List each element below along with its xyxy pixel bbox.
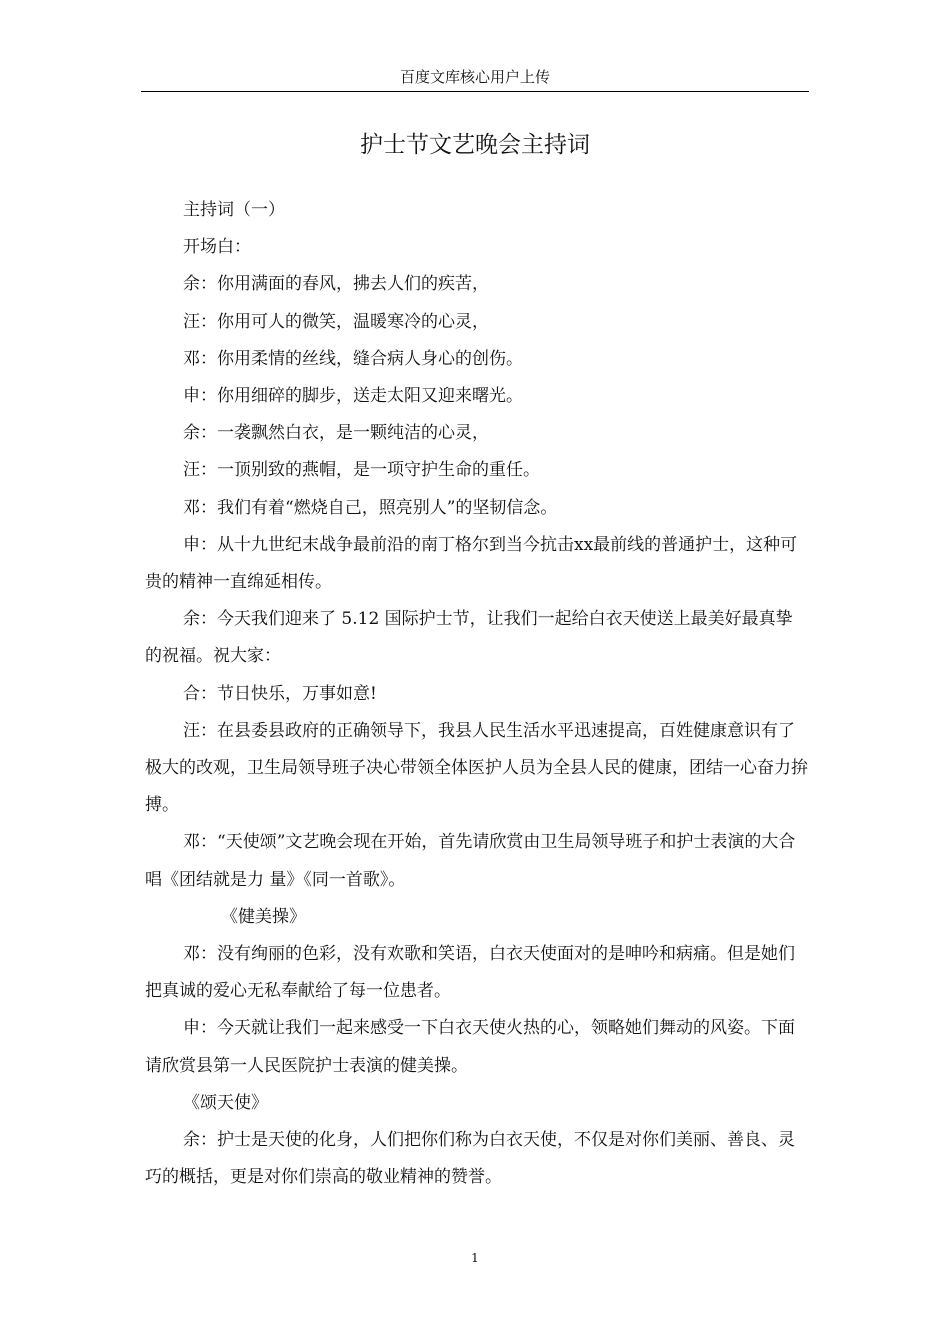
paragraph: 余：今天我们迎来了 5.12 国际护士节，让我们一起给白衣天使送上最美好最真挚的祝福。祝大家： [145,609,793,667]
paragraph: 邓：没有绚丽的色彩，没有欢歌和笑语，白衣天使面对的是呻吟和病痛。但是她们把真诚的爱心无私奉献给了每一位患者。 [145,944,795,1002]
document-title: 护士节文艺晚会主持词 [360,132,590,158]
header-divider [141,91,809,92]
paragraph: 汪：在县委县政府的正确领导下，我县人民生活水平迅速提高，百姓健康意识有了极大的改观，卫生局领导班子决心带领全体医护人员为全县人民的健康，团结一心奋力拚搏。 [145,720,808,816]
paragraph: 申：从十九世纪末战争最前沿的南丁格尔到当今抗击xx最前线的普通护士，这种可贵的精神一直绵延相传。 [145,534,798,593]
program-title: 《颂天使》 [183,1092,268,1113]
paragraph: 余：你用满面的春风，拂去人们的疾苦， [183,274,489,295]
paragraph: 合：节日快乐，万事如意! [183,683,377,704]
paragraph: 开场白： [183,237,251,258]
page-number: 1 [471,1251,479,1265]
paragraph: 汪：你用可人的微笑，温暖寒冷的心灵， [183,311,489,332]
paragraph: 邓：我们有着“燃烧自己，照亮别人”的坚韧信念。 [183,497,558,518]
document-body [145,192,808,1196]
paragraph: 邓：“天使颂”文艺晚会现在开始，首先请欣赏由卫生局领导班子和护士表演的大合唱《团结就是力 量》《同一首歌》。 [145,832,796,890]
paragraph: 申：你用细碎的脚步，送走太阳又迎来曙光。 [183,386,523,407]
paragraph: 余：一袭飘然白衣，是一颗纯洁的心灵， [183,423,489,444]
program-title: 《健美操》 [221,906,306,927]
paragraph: 余：护士是天使的化身，人们把你们称为白衣天使，不仅是对你们美丽、善良、灵巧的概括，更是对你们崇高的敬业精神的赞誉。 [145,1130,795,1188]
paragraph: 汪：一顶别致的燕帽，是一项守护生命的重任。 [183,460,540,481]
paragraph: 主持词（一） [183,200,285,220]
paragraph: 申：今天就让我们一起来感受一下白衣天使火热的心，领略她们舞动的风姿。下面请欣赏县第一人民医院护士表演的健美操。 [145,1018,795,1076]
paragraph: 邓：你用柔情的丝线，缝合病人身心的创伤。 [183,348,523,369]
page-header: 百度文库核心用户上传 [399,68,550,86]
